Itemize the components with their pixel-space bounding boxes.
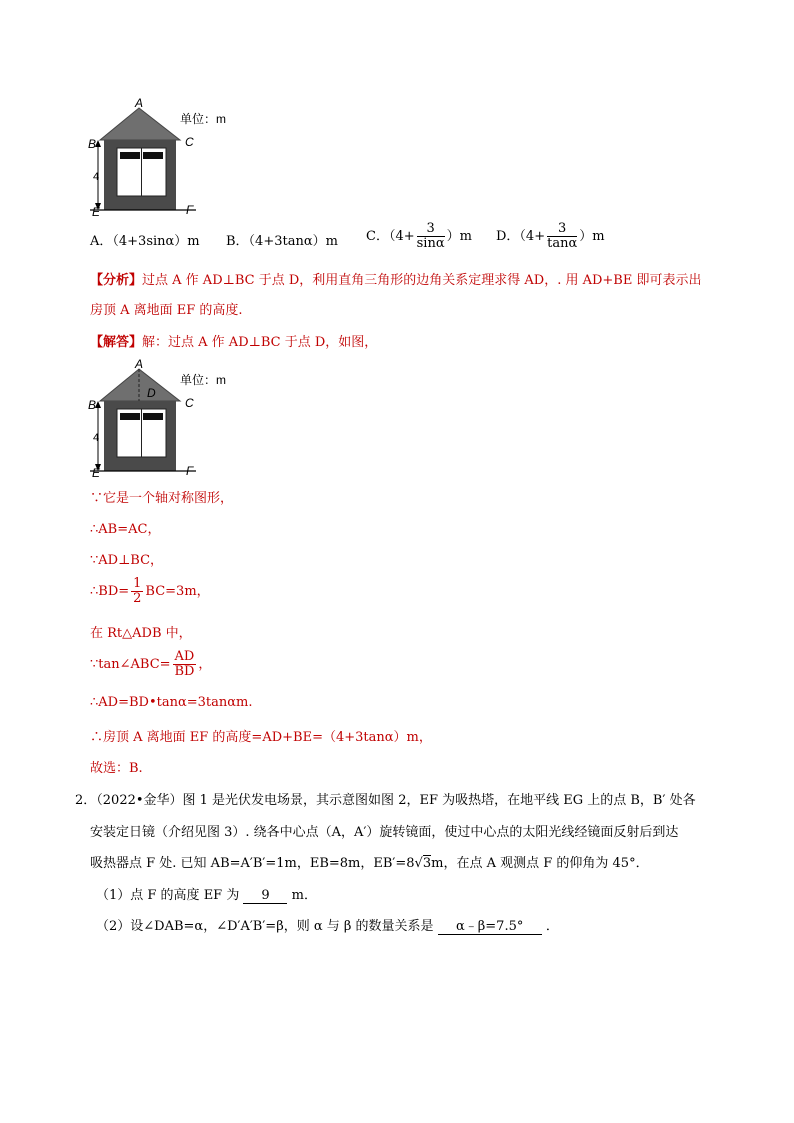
point-label-B: B [88,398,97,412]
option-b: B．（4+3tanα）m [226,234,338,249]
solution-step-3: ∵AD⊥BC， [90,553,164,568]
roof-triangle [100,369,180,401]
step-4-prefix: ∴BD= [90,584,130,599]
option-d-denominator: tanα [547,236,578,251]
question-1-suffix: m． [291,888,317,903]
solution-intro [90,331,377,350]
point-label-E: E [92,466,101,480]
step-4-denominator: 2 [133,591,142,606]
solution-step-9: 故选：B. [90,761,143,776]
option-a: A．（4+3sinα）m [90,234,200,249]
analysis-tag: 【分析】 [90,273,143,288]
option-c-prefix: C．（4+ [366,229,415,244]
height-label: 4 [93,432,100,444]
option-d-numerator: 3 [547,222,577,237]
option-c-suffix: ）m [446,229,472,244]
solution-intro-text: 解：过点 A 作 AD⊥BC 于点 D，如图， [142,335,378,350]
point-label-F: F [186,464,194,478]
height-label: 4 [93,171,100,183]
point-label-F: F [186,203,194,217]
analysis-text-1: 过点 A 作 AD⊥BC 于点 D，利用直角三角形的边角关系定理求得 AD，. 用 AD+BE 即可表示出 [142,273,702,288]
question-1-prefix: （1）点 F 的高度 EF 为 [96,888,240,903]
problem-2-line-3-prefix: 吸热器点 F 处. 已知 AB=A′B′=1m，EB=8m，EB′=8 [90,856,415,871]
step-4-numerator: 1 [133,576,142,591]
question-1-answer: 9 [243,888,287,904]
question-2-suffix: ． [545,919,559,934]
point-label-C: C [185,396,194,410]
question-1 [96,884,317,904]
roof-triangle [100,108,180,140]
option-c [366,222,472,251]
analysis-line-2: 房顶 A 离地面 EF 的高度. [90,303,243,318]
option-d-suffix: ）m [579,229,605,244]
sqrt-radicand: 3 [422,856,432,871]
point-label-C: C [185,135,194,149]
question-2-prefix: （2）设∠DAB=α，∠D′A′B′=β，则 α 与 β 的数量关系是 [96,919,434,934]
step-6-numerator: AD [174,649,195,664]
solution-tag: 【解答】 [90,335,143,350]
solution-step-8: ∴房顶 A 离地面 EF 的高度=AD+BE=（4+3tanα）m， [90,730,432,745]
step-4-suffix: BC=3m， [145,584,210,599]
point-label-E: E [92,205,101,219]
analysis-line-1 [90,269,702,288]
unit-label: 单位：m [180,373,226,387]
problem-2-line-3-suffix: m，在点 A 观测点 F 的仰角为 45°． [431,856,649,871]
solution-step-7: ∴AD=BD•tanα=3tanαm. [90,695,253,710]
sqrt-symbol: √ [414,856,423,871]
option-d-prefix: D．（4+ [496,229,546,244]
solution-step-5: 在 Rt△ADB 中， [90,626,192,641]
point-label-B: B [88,137,97,151]
solution-step-2: ∴AB=AC， [90,522,161,537]
question-2 [96,915,559,935]
option-c-denominator: sinα [416,236,445,251]
solution-step-1: ∵它是一个轴对称图形， [90,491,234,506]
solution-step-6 [90,650,211,679]
point-label-D: D [147,386,156,400]
option-c-numerator: 3 [417,222,445,237]
question-2-answer: α﹣β=7.5° [438,915,542,935]
step-6-suffix: ， [198,657,212,672]
unit-label: 单位：m [180,112,226,126]
option-d [496,222,605,251]
point-label-A: A [135,357,144,371]
house-figure-1 [84,96,244,220]
problem-2-line-1: 2．（2022•金华）图 1 是光伏发电场景，其示意图如图 2，EF 为吸热塔，在地平线 EG 上的点 B，B′ 处各 [75,793,696,808]
point-label-A: A [135,96,144,110]
problem-2-line-3 [90,852,649,871]
house-figure-2 [84,357,244,481]
solution-step-4 [90,577,210,606]
step-6-denominator: BD [174,664,195,679]
step-6-prefix: ∵tan∠ABC= [90,657,171,672]
problem-2-line-2: 安装定日镜（介绍见图 3）. 绕各中心点（A，A′）旋转镜面，使过中心点的太阳光线经镜面反射后到达 [90,825,679,840]
